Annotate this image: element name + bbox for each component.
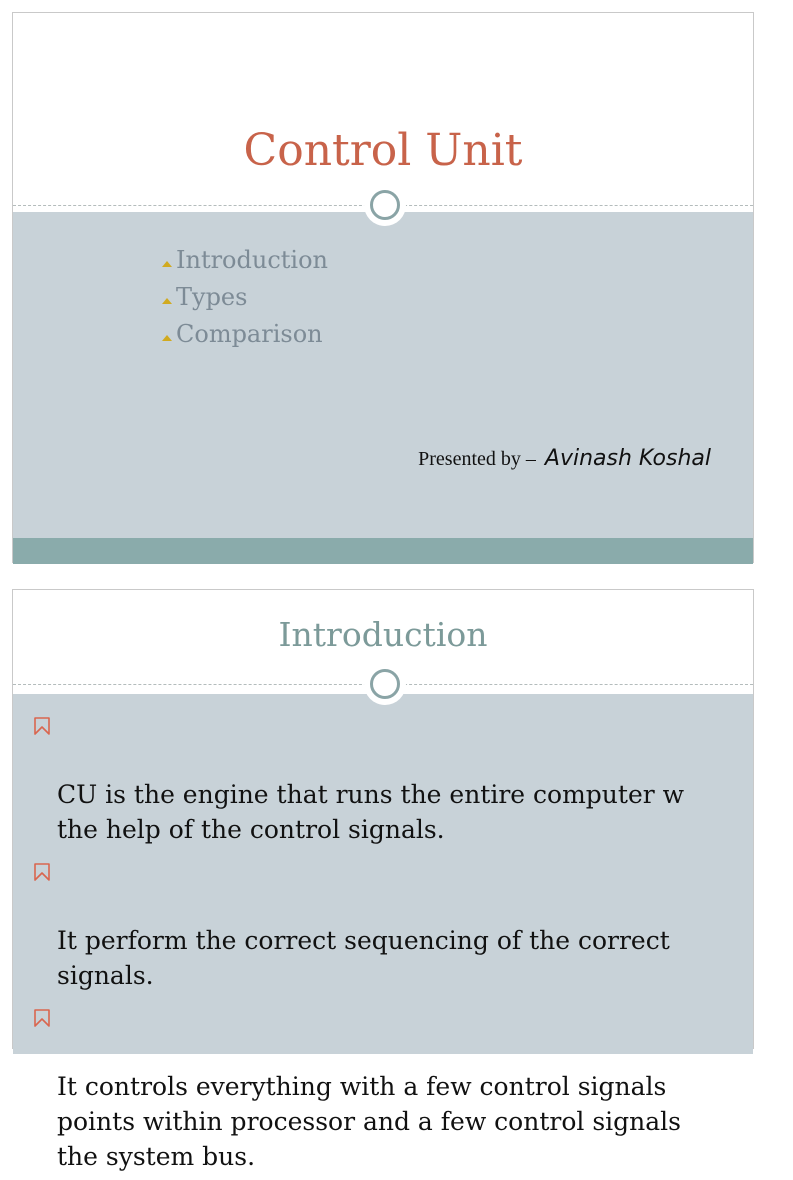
bookmark-outline-icon (33, 716, 51, 736)
toc-item-label: Introduction (176, 246, 328, 274)
slide-title-text: Control Unit (243, 125, 523, 176)
toc-item-label: Comparison (176, 320, 323, 348)
presenter-line (418, 446, 711, 471)
bullet-list (33, 707, 793, 1180)
bullet-text: It perform the correct sequencing of the correct signals. (57, 926, 670, 990)
presenter-name: Avinash Koshal (544, 446, 711, 471)
toc-item (161, 316, 328, 353)
bullet-text: CU is the engine that runs the entire computer w the help of the control signals. (57, 780, 685, 844)
ring-icon (365, 664, 405, 704)
slide-footer-bar (13, 538, 753, 564)
bullet-item (33, 999, 793, 1174)
slide-title (12, 12, 754, 563)
triangle-up-icon (162, 298, 172, 304)
ring-icon (365, 185, 405, 225)
toc-item-label: Types (176, 283, 248, 311)
bullet-text: It controls everything with a few control signals points within processor and a few control signals the system bus. (57, 1072, 681, 1171)
bullet-item (33, 853, 793, 993)
toc-item (161, 279, 328, 316)
triangle-up-icon (162, 335, 172, 341)
toc-list (161, 242, 328, 353)
bullet-item (33, 707, 793, 847)
toc-item (161, 242, 328, 279)
bookmark-outline-icon (33, 862, 51, 882)
slide-title-text: Introduction (278, 615, 488, 654)
slide-body-area (13, 212, 753, 538)
presenter-prefix: Presented by – (418, 448, 536, 470)
triangle-up-icon (162, 261, 172, 267)
bookmark-outline-icon (33, 1008, 51, 1028)
slide-introduction (12, 589, 754, 1171)
